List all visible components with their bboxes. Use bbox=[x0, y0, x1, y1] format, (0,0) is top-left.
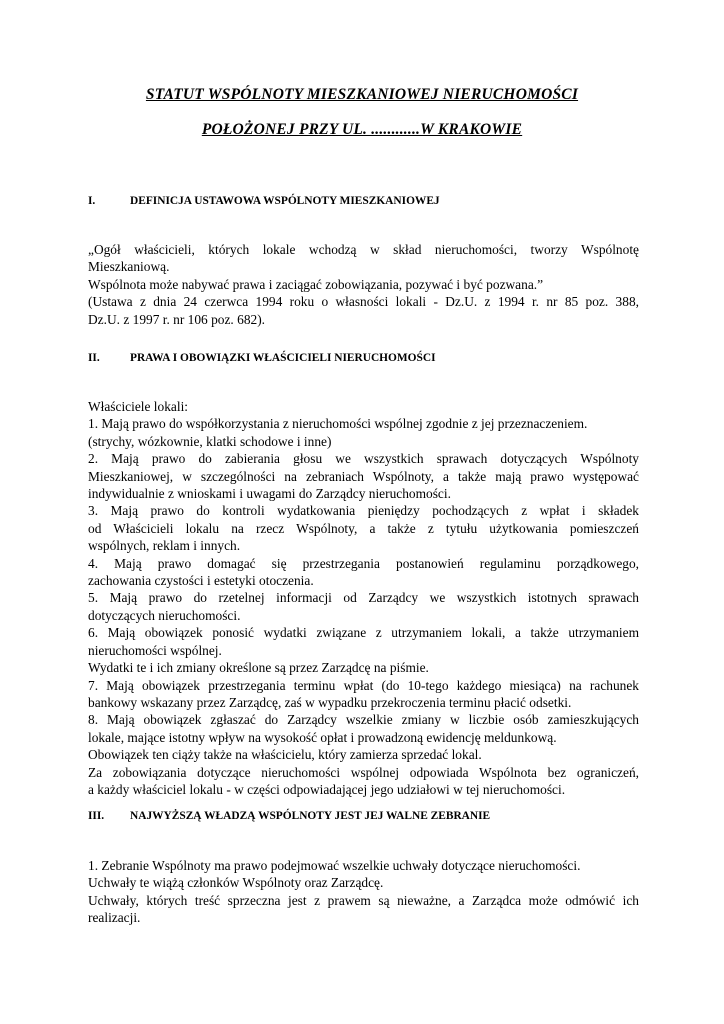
section-title: PRAWA I OBOWIĄZKI WŁAŚCICIELI NIERUCHOMOŚCI bbox=[130, 352, 436, 364]
paragraph-line: Mieszkaniową. bbox=[88, 259, 170, 275]
paragraph-line: Uchwały te wiążą członków Wspólnoty oraz Zarządcę. bbox=[88, 875, 384, 891]
paragraph-line: indywidualnie z wnioskami i uwagami do Zarządcy nieruchomości. bbox=[88, 486, 451, 502]
paragraph-line: (Ustawa z dnia 24 czerwca 1994 roku o własności lokali - Dz.U. z 1994 r. nr 85 poz. 388, bbox=[88, 294, 639, 310]
paragraph-line: 1. Zebranie Wspólnoty ma prawo podejmować wszelkie uchwały dotyczące nieruchomości. bbox=[88, 858, 581, 873]
section-number: I. bbox=[88, 195, 96, 207]
paragraph-line: od Właścicieli lokalu na rzecz Wspólnoty, a także z tytułu użytkowania pomieszczeń bbox=[88, 520, 639, 536]
paragraph-line: „Ogół właścicieli, których lokale wchodzą w skład nieruchomości, tworzy Wspólnotę bbox=[88, 242, 639, 257]
paragraph-line: lokale, mające istotny wpływ na wysokość opłat i prowadzoną ewidencję meldunkową. bbox=[88, 729, 557, 745]
paragraph-line: a każdy właściciel lokalu - w części odpowiadającej jego udziałowi w tej nieruchomości. bbox=[88, 781, 566, 797]
section-title: NAJWYŻSZĄ WŁADZĄ WSPÓLNOTY JEST JEJ WALNE ZEBRANIE bbox=[130, 810, 491, 822]
paragraph-line: Dz.U. z 1997 r. nr 106 poz. 682). bbox=[88, 311, 266, 327]
paragraph-line: zachowania czystości i estetyki otoczenia. bbox=[88, 573, 314, 589]
section-number: III. bbox=[88, 810, 105, 822]
paragraph-line: dotyczących nieruchomości. bbox=[88, 607, 241, 623]
paragraph-line: Wspólnota może nabywać prawa i zaciągać zobowiązania, pozywać i być pozwana.” bbox=[88, 276, 544, 292]
document-title: STATUT WSPÓLNOTY MIESZKANIOWEJ NIERUCHOMOŚCI bbox=[145, 86, 579, 103]
paragraph-line: 8. Mają obowiązek zgłaszać do Zarządcy wszelkie zmiany w liczbie osób zamieszkujących bbox=[88, 712, 639, 728]
document-subtitle: POŁOŻONEJ PRZY UL. ............W KRAKOWIE bbox=[201, 121, 523, 138]
paragraph-line: Uchwały, których treść sprzeczna jest z prawem są nieważne, a Zarządca może odmówić ich bbox=[88, 892, 639, 908]
paragraph-line: 3. Mają prawo do kontroli wydatkowania pieniędzy pochodzących z wpłat i składek bbox=[88, 503, 639, 519]
paragraph-line: 2. Mają prawo do zabierania głosu we wszystkich sprawach dotyczących Wspólnoty bbox=[88, 451, 639, 467]
paragraph-line: wspólnych, reklam i innych. bbox=[88, 538, 241, 554]
paragraph-line: Obowiązek ten ciąży także na właścicielu, który zamierza sprzedać lokal. bbox=[88, 747, 482, 763]
paragraph-line: bankowy wskazany przez Zarządcę, zaś w wypadku przekroczenia terminu płacić odsetki. bbox=[88, 694, 572, 710]
paragraph-line: 5. Mają prawo do rzetelnej informacji od Zarządcy we wszystkich istotnych sprawach bbox=[88, 590, 639, 606]
paragraph-line: Mieszkaniowej, w szczególności na zebraniach Wspólnoty, a także mają prawo występować bbox=[88, 468, 639, 484]
paragraph-line: Właściciele lokali: bbox=[88, 399, 189, 414]
paragraph-line: 7. Mają obowiązek przestrzegania terminu wpłat (do 10-tego każdego miesiąca) na rachunek bbox=[88, 677, 639, 693]
section-number: II. bbox=[88, 352, 100, 364]
section-body bbox=[88, 241, 639, 328]
paragraph-line: 6. Mają obowiązek ponosić wydatki związane z utrzymaniem lokali, a także utrzymaniem bbox=[88, 625, 639, 641]
paragraph-line: Za zobowiązania dotyczące nieruchomości wspólnej odpowiada Wspólnota bez ograniczeń, bbox=[88, 764, 639, 780]
section-body bbox=[88, 857, 639, 927]
section-title: DEFINICJA USTAWOWA WSPÓLNOTY MIESZKANIOWEJ bbox=[130, 195, 440, 207]
paragraph-line: 4. Mają prawo domagać się przestrzegania postanowień regulaminu porządkowego, bbox=[88, 555, 639, 571]
paragraph-line: (strychy, wózkownie, klatki schodowe i inne) bbox=[88, 433, 332, 449]
paragraph-line: 1. Mają prawo do współkorzystania z nieruchomości wspólnej zgodnie z jej przeznaczeniem. bbox=[88, 416, 588, 432]
paragraph-line: Wydatki te i ich zmiany określone są przez Zarządcę na piśmie. bbox=[88, 660, 429, 676]
section-body bbox=[88, 398, 639, 798]
paragraph-line: realizacji. bbox=[88, 910, 141, 926]
paragraph-line: nieruchomości wspólnej. bbox=[88, 642, 222, 658]
